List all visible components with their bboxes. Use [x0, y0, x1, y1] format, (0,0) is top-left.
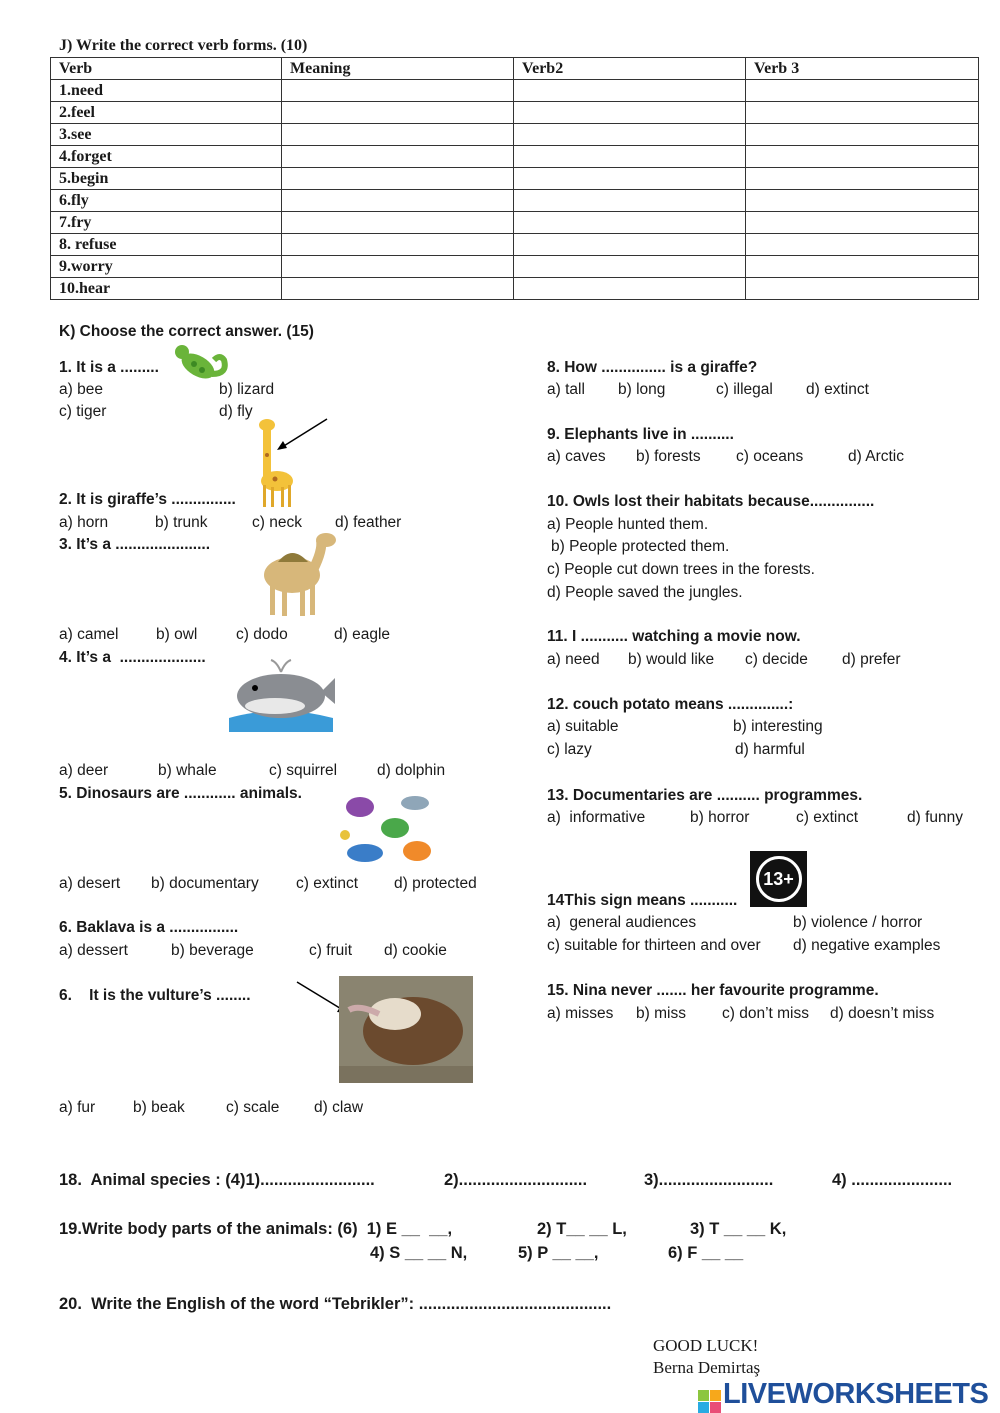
option[interactable]: b) beverage: [171, 942, 254, 959]
verb2-cell[interactable]: [514, 278, 746, 300]
option[interactable]: b) beak: [133, 1099, 185, 1116]
meaning-cell[interactable]: [282, 256, 514, 278]
option[interactable]: c) People cut down trees in the forests.: [547, 561, 815, 578]
table-row: [51, 256, 979, 278]
option[interactable]: a) desert: [59, 875, 121, 892]
meaning-cell[interactable]: [282, 190, 514, 212]
option[interactable]: c) tiger: [59, 403, 107, 420]
verb-cell: 6.fly: [51, 190, 282, 212]
option[interactable]: b) violence / horror: [793, 914, 923, 931]
question-9: 9. Elephants live in ..........: [547, 426, 734, 443]
verb3-cell[interactable]: [746, 256, 979, 278]
verb-cell: 8. refuse: [51, 234, 282, 256]
option[interactable]: b) documentary: [151, 875, 259, 892]
question-14: 14This sign means ...........: [547, 892, 738, 909]
table-row: [51, 190, 979, 212]
meaning-cell[interactable]: [282, 278, 514, 300]
option[interactable]: d) funny: [907, 809, 964, 826]
option[interactable]: b) whale: [158, 762, 217, 779]
verb3-cell[interactable]: [746, 278, 979, 300]
verb2-cell[interactable]: [514, 190, 746, 212]
option[interactable]: c) extinct: [796, 809, 859, 826]
question-10: 10. Owls lost their habitats because...............: [547, 493, 875, 510]
table-row: [51, 168, 979, 190]
option[interactable]: a) deer: [59, 762, 109, 779]
table-row: [51, 124, 979, 146]
dinosaurs-image: [335, 783, 440, 871]
option[interactable]: d) People saved the jungles.: [547, 584, 743, 601]
lizard-image: [170, 338, 230, 394]
option[interactable]: a) misses: [547, 1005, 614, 1022]
verb3-cell[interactable]: [746, 102, 979, 124]
option[interactable]: c) decide: [745, 651, 808, 668]
meaning-cell[interactable]: [282, 146, 514, 168]
option[interactable]: c) neck: [252, 514, 302, 531]
verb-cell: 5.begin: [51, 168, 282, 190]
blank-19-2[interactable]: 2) T__ __ L,: [537, 1220, 627, 1238]
verb-cell: 7.fry: [51, 212, 282, 234]
option[interactable]: d) doesn’t miss: [830, 1005, 935, 1022]
verb2-cell[interactable]: [514, 124, 746, 146]
sign-label: 13+: [756, 856, 802, 902]
verb3-cell[interactable]: [746, 212, 979, 234]
camel-image: [258, 530, 342, 620]
table-row: [51, 234, 979, 256]
giraffe-image: [255, 415, 330, 510]
verb2-cell[interactable]: [514, 212, 746, 234]
liveworksheets-logo: [698, 1378, 988, 1413]
option[interactable]: c) scale: [226, 1099, 280, 1116]
option[interactable]: a) dessert: [59, 942, 128, 959]
logo-icon: [698, 1390, 721, 1413]
table-row: [51, 146, 979, 168]
verb2-cell[interactable]: [514, 80, 746, 102]
verb3-cell[interactable]: [746, 234, 979, 256]
question-2: 2. It is giraffe’s ...............: [59, 491, 236, 508]
option[interactable]: c) dodo: [236, 626, 288, 643]
option[interactable]: d) prefer: [842, 651, 901, 668]
logo-text: LIVEWORKSHEETS: [723, 1378, 989, 1410]
verb2-cell[interactable]: [514, 146, 746, 168]
header-verb: Verb: [51, 58, 282, 80]
option[interactable]: c) don’t miss: [722, 1005, 809, 1022]
option[interactable]: c) oceans: [736, 448, 804, 465]
author-name: Berna Demirtaş: [653, 1358, 761, 1377]
verb-cell: 4.forget: [51, 146, 282, 168]
blank-18-2[interactable]: 2)............................: [444, 1171, 588, 1189]
whale-image: [225, 652, 337, 732]
option[interactable]: b) horror: [690, 809, 750, 826]
table-row: [51, 278, 979, 300]
question-18: 18. Animal species : (4)1).........................: [59, 1171, 375, 1189]
option[interactable]: a) informative: [547, 809, 646, 826]
verb-cell: 2.feel: [51, 102, 282, 124]
verb2-cell[interactable]: [514, 102, 746, 124]
option[interactable]: d) cookie: [384, 942, 447, 959]
option[interactable]: d) fly: [219, 403, 253, 420]
header-meaning: Meaning: [282, 58, 514, 80]
question-20: 20. Write the English of the word “Tebrikler”: ..........................................: [59, 1295, 612, 1313]
section-k-title: K) Choose the correct answer. (15): [59, 323, 314, 340]
meaning-cell[interactable]: [282, 234, 514, 256]
option[interactable]: a) camel: [59, 626, 119, 643]
header-verb2: Verb2: [514, 58, 746, 80]
verb3-cell[interactable]: [746, 190, 979, 212]
verb-table: [50, 57, 979, 300]
option[interactable]: a) general audiences: [547, 914, 697, 931]
verb-cell: 10.hear: [51, 278, 282, 300]
header-verb3: Verb 3: [746, 58, 979, 80]
option[interactable]: a) tall: [547, 381, 585, 398]
option[interactable]: d) feather: [335, 514, 402, 531]
option[interactable]: b) interesting: [733, 718, 823, 735]
question-11: 11. I ........... watching a movie now.: [547, 628, 801, 645]
option[interactable]: a) horn: [59, 514, 109, 531]
question-3: 3. It’s a ......................: [59, 536, 211, 553]
verb3-cell[interactable]: [746, 168, 979, 190]
option[interactable]: a) need: [547, 651, 600, 668]
option[interactable]: d) Arctic: [848, 448, 904, 465]
table-row: [51, 212, 979, 234]
option[interactable]: b) long: [618, 381, 666, 398]
option[interactable]: a) suitable: [547, 718, 619, 735]
option[interactable]: c) suitable for thirteen and over: [547, 937, 761, 954]
meaning-cell[interactable]: [282, 102, 514, 124]
age-rating-sign: [750, 851, 807, 907]
verb2-cell[interactable]: [514, 234, 746, 256]
option[interactable]: b) trunk: [155, 514, 208, 531]
verb2-cell[interactable]: [514, 168, 746, 190]
blank-18-4[interactable]: 4) ......................: [832, 1171, 953, 1189]
option[interactable]: d) dolphin: [377, 762, 446, 779]
option[interactable]: a) caves: [547, 448, 606, 465]
question-6: 6. Baklava is a ................: [59, 919, 239, 936]
option[interactable]: c) illegal: [716, 381, 773, 398]
blank-18-3[interactable]: 3).........................: [644, 1171, 774, 1189]
section-j-title: J) Write the correct verb forms. (10): [59, 37, 308, 54]
option[interactable]: b) People protected them.: [551, 538, 730, 555]
option[interactable]: b) miss: [636, 1005, 686, 1022]
good-luck-text: GOOD LUCK!: [653, 1336, 759, 1355]
option[interactable]: b) owl: [156, 626, 198, 643]
question-15: 15. Nina never ....... her favourite programme.: [547, 982, 879, 999]
meaning-cell[interactable]: [282, 168, 514, 190]
meaning-cell[interactable]: [282, 124, 514, 146]
verb-cell: 3.see: [51, 124, 282, 146]
option[interactable]: c) squirrel: [269, 762, 338, 779]
question-5: 5. Dinosaurs are ............ animals.: [59, 785, 302, 802]
table-header: [51, 58, 979, 80]
verb-cell: 1.need: [51, 80, 282, 102]
option[interactable]: b) would like: [628, 651, 715, 668]
verb3-cell[interactable]: [746, 124, 979, 146]
question-8: 8. How ............... is a giraffe?: [547, 359, 758, 376]
option[interactable]: b) forests: [636, 448, 701, 465]
table-row: [51, 80, 979, 102]
blank-19-5[interactable]: 5) P __ __,: [518, 1244, 599, 1262]
option[interactable]: b) lizard: [219, 381, 275, 398]
option[interactable]: a) People hunted them.: [547, 516, 709, 533]
option[interactable]: c) lazy: [547, 741, 592, 758]
option[interactable]: d) eagle: [334, 626, 391, 643]
verb3-cell[interactable]: [746, 146, 979, 168]
blank-19-6[interactable]: 6) F __ __: [668, 1244, 744, 1262]
vulture-image: [295, 976, 473, 1083]
verb3-cell[interactable]: [746, 80, 979, 102]
question-12: 12. couch potato means ..............:: [547, 696, 794, 713]
blank-19-4[interactable]: 4) S __ __ N,: [370, 1244, 468, 1262]
option[interactable]: c) extinct: [296, 875, 359, 892]
verb-cell: 9.worry: [51, 256, 282, 278]
question-19: 19.Write body parts of the animals: (6) 1) E __ __,: [59, 1220, 453, 1238]
meaning-cell[interactable]: [282, 80, 514, 102]
option[interactable]: d) protected: [394, 875, 477, 892]
option[interactable]: a) fur: [59, 1099, 96, 1116]
blank-19-3[interactable]: 3) T __ __ K,: [690, 1220, 787, 1238]
option[interactable]: d) harmful: [735, 741, 805, 758]
option[interactable]: a) bee: [59, 381, 103, 398]
table-row: [51, 102, 979, 124]
meaning-cell[interactable]: [282, 212, 514, 234]
option[interactable]: d) claw: [314, 1099, 364, 1116]
question-1: 1. It is a .........: [59, 359, 159, 376]
option[interactable]: c) fruit: [309, 942, 353, 959]
verb2-cell[interactable]: [514, 256, 746, 278]
question-7: 6. It is the vulture’s ........: [59, 987, 251, 1004]
option[interactable]: d) negative examples: [793, 937, 941, 954]
question-4: 4. It’s a ....................: [59, 649, 206, 666]
question-13: 13. Documentaries are .......... programmes.: [547, 787, 863, 804]
option[interactable]: d) extinct: [806, 381, 869, 398]
